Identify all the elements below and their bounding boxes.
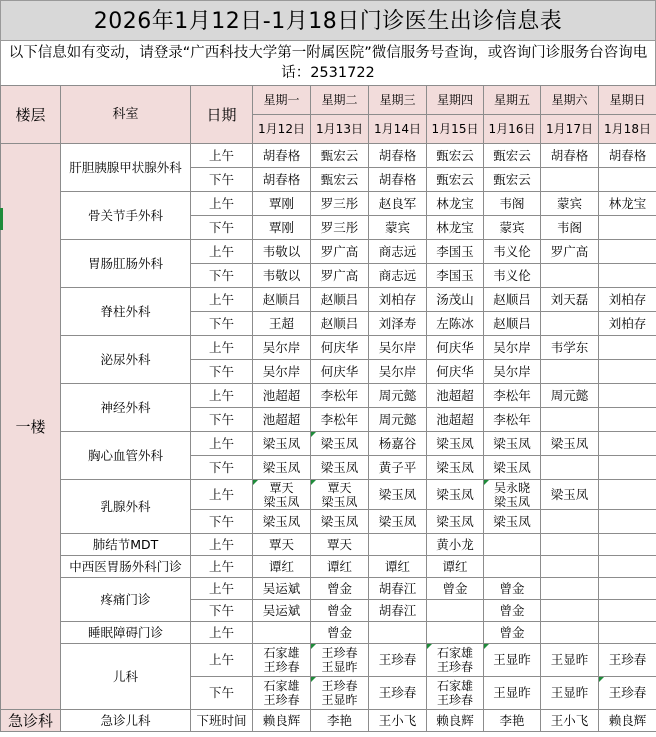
doctor-cell: 杨嘉谷 <box>369 432 427 456</box>
doctor-cell <box>541 510 599 534</box>
doctor-cell: 刘天磊 <box>541 288 599 312</box>
doctor-cell: 刘泽寿 <box>369 312 427 336</box>
doctor-cell: 王小飞 <box>369 710 427 732</box>
doctor-cell: 吴尔岸 <box>369 336 427 360</box>
dept-name: 骨关节手外科 <box>61 192 191 240</box>
doctor-name: 梁玉凤 <box>321 494 358 509</box>
period-cell: 下午 <box>191 360 253 384</box>
doctor-cell: 胡春格 <box>253 144 311 168</box>
day-header: 星期三 <box>369 86 427 115</box>
doctor-cell: 谭红 <box>253 556 311 578</box>
doctor-cell: 周元懿 <box>541 384 599 408</box>
doctor-cell: 吴尔岸 <box>484 336 541 360</box>
table-row <box>1 480 656 510</box>
doctor-cell: 商志远 <box>369 264 427 288</box>
doctor-cell <box>427 644 484 677</box>
doctor-cell <box>599 432 656 456</box>
doctor-name: 王珍春 <box>436 693 473 707</box>
doctor-cell: 王显昨 <box>541 677 599 710</box>
dept-header: 科室 <box>61 86 191 144</box>
doctor-cell <box>427 677 484 710</box>
period-cell: 下午 <box>191 168 253 192</box>
date-cell: 1月17日 <box>541 115 599 144</box>
table-row <box>1 240 656 264</box>
notice-text: 以下信息如有变动，请登录“广西科技大学第一附属医院”微信服务号查询，或咨询门诊服务台咨询电话：2531722 <box>0 41 656 85</box>
doctor-name: 覃天 <box>327 480 352 495</box>
doctor-cell: 胡春格 <box>599 144 656 168</box>
doctor-cell: 王显昨 <box>484 677 541 710</box>
doctor-cell <box>253 644 311 677</box>
period-cell: 上午 <box>191 336 253 360</box>
doctor-name: 王珍春 <box>321 679 358 693</box>
table-row <box>1 710 656 732</box>
doctor-cell: 梁玉凤 <box>541 480 599 510</box>
dept-name: 乳腺外科 <box>61 480 191 534</box>
doctor-cell: 王超 <box>253 312 311 336</box>
floor-cell: 急诊科 <box>1 710 61 732</box>
doctor-cell: 王珍春 <box>599 677 656 710</box>
day-header: 星期一 <box>253 86 311 115</box>
doctor-cell <box>541 312 599 336</box>
doctor-cell: 李松年 <box>484 408 541 432</box>
period-cell: 下午 <box>191 216 253 240</box>
doctor-cell <box>369 622 427 644</box>
doctor-cell: 梁玉凤 <box>311 432 369 456</box>
doctor-cell: 曾金 <box>484 622 541 644</box>
doctor-cell <box>599 622 656 644</box>
doctor-cell <box>599 578 656 600</box>
date-header: 日期 <box>191 86 253 144</box>
doctor-cell: 罗广高 <box>311 240 369 264</box>
doctor-cell: 池超超 <box>427 408 484 432</box>
doctor-cell: 梁玉凤 <box>369 510 427 534</box>
doctor-cell: 李松年 <box>311 408 369 432</box>
doctor-cell: 吴尔岸 <box>253 336 311 360</box>
doctor-cell: 覃刚 <box>253 216 311 240</box>
table-row <box>1 288 656 312</box>
doctor-cell: 蒙宾 <box>484 216 541 240</box>
doctor-cell: 林龙宝 <box>427 216 484 240</box>
doctor-cell <box>599 456 656 480</box>
doctor-cell: 梁玉凤 <box>541 432 599 456</box>
doctor-cell: 甄宏云 <box>427 168 484 192</box>
period-cell: 下班时间 <box>191 710 253 732</box>
doctor-cell: 覃天 <box>311 534 369 556</box>
doctor-cell <box>311 644 369 677</box>
doctor-cell: 梁玉凤 <box>484 432 541 456</box>
date-cell: 1月16日 <box>484 115 541 144</box>
doctor-cell: 覃天 <box>253 534 311 556</box>
doctor-cell: 曾金 <box>484 578 541 600</box>
doctor-cell <box>311 480 369 510</box>
doctor-cell: 赵顺吕 <box>484 288 541 312</box>
doctor-name: 石家雄 <box>436 646 473 660</box>
doctor-cell: 王珍春 <box>599 644 656 677</box>
doctor-cell: 何庆华 <box>311 360 369 384</box>
doctor-cell <box>484 534 541 556</box>
doctor-cell <box>484 556 541 578</box>
doctor-cell <box>253 622 311 644</box>
doctor-name: 梁玉凤 <box>263 494 300 509</box>
doctor-cell: 韦敬以 <box>253 240 311 264</box>
doctor-cell <box>599 216 656 240</box>
doctor-cell: 李国玉 <box>427 264 484 288</box>
doctor-cell: 商志远 <box>369 240 427 264</box>
doctor-cell <box>541 456 599 480</box>
date-cell: 1月18日 <box>599 115 656 144</box>
doctor-cell: 梁玉凤 <box>311 456 369 480</box>
doctor-cell: 梁玉凤 <box>253 456 311 480</box>
dept-name: 肝胆胰腺甲状腺外科 <box>61 144 191 192</box>
doctor-name: 覃天 <box>269 480 294 495</box>
doctor-cell <box>541 600 599 622</box>
doctor-name: 石家雄 <box>263 646 300 660</box>
doctor-cell: 韦阁 <box>484 192 541 216</box>
doctor-name: 王珍春 <box>321 646 358 660</box>
doctor-cell: 胡春格 <box>369 144 427 168</box>
doctor-cell: 左陈冰 <box>427 312 484 336</box>
doctor-cell: 李松年 <box>311 384 369 408</box>
doctor-cell: 谭红 <box>427 556 484 578</box>
doctor-cell <box>369 534 427 556</box>
floor-header: 楼层 <box>1 86 61 144</box>
doctor-cell: 王小飞 <box>541 710 599 732</box>
doctor-cell: 赵顺吕 <box>311 312 369 336</box>
doctor-cell <box>599 384 656 408</box>
doctor-cell: 罗广高 <box>311 264 369 288</box>
doctor-cell: 蒙宾 <box>369 216 427 240</box>
period-cell: 上午 <box>191 240 253 264</box>
doctor-cell: 刘柏存 <box>599 312 656 336</box>
doctor-cell: 赵顺吕 <box>253 288 311 312</box>
floor-cell: 一楼 <box>1 144 61 710</box>
doctor-cell: 刘柏存 <box>599 288 656 312</box>
doctor-cell <box>427 622 484 644</box>
dept-name: 睡眠障碍门诊 <box>61 622 191 644</box>
doctor-cell <box>599 408 656 432</box>
doctor-name: 王珍春 <box>436 660 473 674</box>
page-title: 2026年1月12日-1月18日门诊医生出诊信息表 <box>0 0 656 41</box>
doctor-cell: 赵顺吕 <box>484 312 541 336</box>
period-cell: 下午 <box>191 456 253 480</box>
doctor-cell <box>599 480 656 510</box>
period-cell: 上午 <box>191 622 253 644</box>
doctor-cell: 赖良辉 <box>427 710 484 732</box>
doctor-cell <box>541 408 599 432</box>
day-header: 星期日 <box>599 86 656 115</box>
doctor-cell: 李艳 <box>311 710 369 732</box>
doctor-name: 王显昨 <box>321 693 358 707</box>
table-row <box>1 578 656 600</box>
period-cell: 上午 <box>191 534 253 556</box>
doctor-cell <box>599 240 656 264</box>
doctor-cell: 梁玉凤 <box>369 480 427 510</box>
doctor-cell: 胡春格 <box>253 168 311 192</box>
table-row <box>1 336 656 360</box>
doctor-cell: 胡春江 <box>369 600 427 622</box>
dept-name: 疼痛门诊 <box>61 578 191 622</box>
doctor-cell: 韦阁 <box>541 216 599 240</box>
doctor-cell: 梁玉凤 <box>427 432 484 456</box>
doctor-cell <box>427 600 484 622</box>
doctor-cell <box>541 622 599 644</box>
table-row <box>1 384 656 408</box>
doctor-cell <box>541 168 599 192</box>
doctor-cell: 梁玉凤 <box>484 510 541 534</box>
period-cell: 上午 <box>191 432 253 456</box>
period-cell: 上午 <box>191 144 253 168</box>
doctor-cell: 谭红 <box>311 556 369 578</box>
doctor-cell: 曾金 <box>311 600 369 622</box>
doctor-cell: 周元懿 <box>369 408 427 432</box>
doctor-cell <box>599 510 656 534</box>
doctor-cell <box>541 534 599 556</box>
doctor-name: 王珍春 <box>263 660 300 674</box>
doctor-cell: 周元懿 <box>369 384 427 408</box>
doctor-cell <box>541 556 599 578</box>
period-cell: 下午 <box>191 600 253 622</box>
period-cell: 上午 <box>191 578 253 600</box>
doctor-cell: 赵良军 <box>369 192 427 216</box>
table-row <box>1 644 656 677</box>
doctor-cell: 吴运斌 <box>253 578 311 600</box>
doctor-cell: 池超超 <box>253 384 311 408</box>
dept-name: 急诊儿科 <box>61 710 191 732</box>
date-cell: 1月13日 <box>311 115 369 144</box>
doctor-cell: 韦敬以 <box>253 264 311 288</box>
day-header: 星期五 <box>484 86 541 115</box>
dept-name: 中西医胃肠外科门诊 <box>61 556 191 578</box>
doctor-cell: 王显昨 <box>541 644 599 677</box>
day-header: 星期六 <box>541 86 599 115</box>
doctor-cell: 王珍春 <box>369 644 427 677</box>
doctor-cell: 梁玉凤 <box>427 480 484 510</box>
doctor-cell: 吴运斌 <box>253 600 311 622</box>
doctor-cell <box>484 480 541 510</box>
doctor-cell: 曾金 <box>427 578 484 600</box>
table-row <box>1 556 656 578</box>
table-row <box>1 534 656 556</box>
period-cell: 下午 <box>191 408 253 432</box>
period-cell: 下午 <box>191 510 253 534</box>
doctor-cell: 甄宏云 <box>427 144 484 168</box>
date-cell: 1月15日 <box>427 115 484 144</box>
doctor-cell: 胡春江 <box>369 578 427 600</box>
doctor-cell: 李松年 <box>484 384 541 408</box>
doctor-name: 石家雄 <box>263 679 300 693</box>
row-marker <box>0 208 3 230</box>
doctor-cell: 汤茂山 <box>427 288 484 312</box>
doctor-cell: 李艳 <box>484 710 541 732</box>
doctor-cell <box>599 600 656 622</box>
doctor-name: 石家雄 <box>436 679 473 693</box>
date-cell: 1月14日 <box>369 115 427 144</box>
doctor-cell: 甄宏云 <box>484 144 541 168</box>
doctor-cell: 王珍春 <box>369 677 427 710</box>
dept-name: 胸心血管外科 <box>61 432 191 480</box>
doctor-cell: 胡春格 <box>541 144 599 168</box>
doctor-cell: 胡春格 <box>369 168 427 192</box>
period-cell: 上午 <box>191 288 253 312</box>
day-header: 星期四 <box>427 86 484 115</box>
dept-name: 脊柱外科 <box>61 288 191 336</box>
period-cell: 上午 <box>191 556 253 578</box>
period-cell: 下午 <box>191 677 253 710</box>
doctor-cell <box>599 168 656 192</box>
doctor-cell: 李国玉 <box>427 240 484 264</box>
doctor-cell: 黄子平 <box>369 456 427 480</box>
doctor-cell <box>599 264 656 288</box>
doctor-cell: 覃刚 <box>253 192 311 216</box>
doctor-cell <box>599 360 656 384</box>
period-cell: 上午 <box>191 192 253 216</box>
dept-name: 泌尿外科 <box>61 336 191 384</box>
doctor-cell: 梁玉凤 <box>427 456 484 480</box>
period-cell: 上午 <box>191 480 253 510</box>
doctor-cell: 韦义伦 <box>484 240 541 264</box>
day-header: 星期二 <box>311 86 369 115</box>
doctor-cell <box>253 677 311 710</box>
dept-name: 儿科 <box>61 644 191 710</box>
doctor-cell: 吴尔岸 <box>253 360 311 384</box>
doctor-cell <box>541 360 599 384</box>
table-row <box>1 432 656 456</box>
doctor-cell: 曾金 <box>484 600 541 622</box>
doctor-name: 王显昨 <box>321 660 358 674</box>
doctor-cell <box>541 264 599 288</box>
dept-name: 神经外科 <box>61 384 191 432</box>
doctor-cell: 韦义伦 <box>484 264 541 288</box>
doctor-cell: 梁玉凤 <box>253 510 311 534</box>
doctor-cell <box>311 677 369 710</box>
table-row <box>1 144 656 168</box>
doctor-cell: 梁玉凤 <box>427 510 484 534</box>
doctor-cell: 何庆华 <box>311 336 369 360</box>
doctor-cell <box>253 480 311 510</box>
doctor-cell: 曾金 <box>311 622 369 644</box>
doctor-cell: 曾金 <box>311 578 369 600</box>
doctor-cell: 池超超 <box>427 384 484 408</box>
date-cell: 1月12日 <box>253 115 311 144</box>
doctor-cell: 林龙宝 <box>599 192 656 216</box>
doctor-cell: 池超超 <box>253 408 311 432</box>
doctor-cell <box>599 336 656 360</box>
doctor-cell <box>599 534 656 556</box>
table-row <box>1 622 656 644</box>
doctor-cell: 刘柏存 <box>369 288 427 312</box>
doctor-cell: 谭红 <box>369 556 427 578</box>
doctor-cell: 黄小龙 <box>427 534 484 556</box>
doctor-cell: 梁玉凤 <box>253 432 311 456</box>
doctor-cell: 甄宏云 <box>311 168 369 192</box>
doctor-cell: 赵顺吕 <box>311 288 369 312</box>
doctor-name: 吴永晓 <box>493 480 530 495</box>
doctor-cell: 吴尔岸 <box>369 360 427 384</box>
period-cell: 下午 <box>191 264 253 288</box>
doctor-cell: 王显昨 <box>484 644 541 677</box>
doctor-cell: 蒙宾 <box>541 192 599 216</box>
dept-name: 胃肠肛肠外科 <box>61 240 191 288</box>
doctor-cell: 罗广高 <box>541 240 599 264</box>
doctor-cell: 罗三彤 <box>311 216 369 240</box>
doctor-cell: 赖良辉 <box>253 710 311 732</box>
doctor-cell: 梁玉凤 <box>311 510 369 534</box>
doctor-name: 王珍春 <box>263 693 300 707</box>
doctor-cell: 梁玉凤 <box>484 456 541 480</box>
doctor-name: 梁玉凤 <box>493 494 530 509</box>
dept-name: 肺结节MDT <box>61 534 191 556</box>
doctor-cell: 吴尔岸 <box>484 360 541 384</box>
doctor-cell: 罗三彤 <box>311 192 369 216</box>
doctor-cell: 韦学东 <box>541 336 599 360</box>
doctor-cell <box>599 556 656 578</box>
doctor-cell: 甄宏云 <box>311 144 369 168</box>
period-cell: 上午 <box>191 384 253 408</box>
schedule-table <box>0 85 656 732</box>
doctor-cell: 林龙宝 <box>427 192 484 216</box>
doctor-cell: 何庆华 <box>427 360 484 384</box>
doctor-cell: 甄宏云 <box>484 168 541 192</box>
period-cell: 上午 <box>191 644 253 677</box>
doctor-cell: 何庆华 <box>427 336 484 360</box>
doctor-cell: 赖良辉 <box>599 710 656 732</box>
table-row <box>1 192 656 216</box>
doctor-cell <box>541 578 599 600</box>
period-cell: 下午 <box>191 312 253 336</box>
